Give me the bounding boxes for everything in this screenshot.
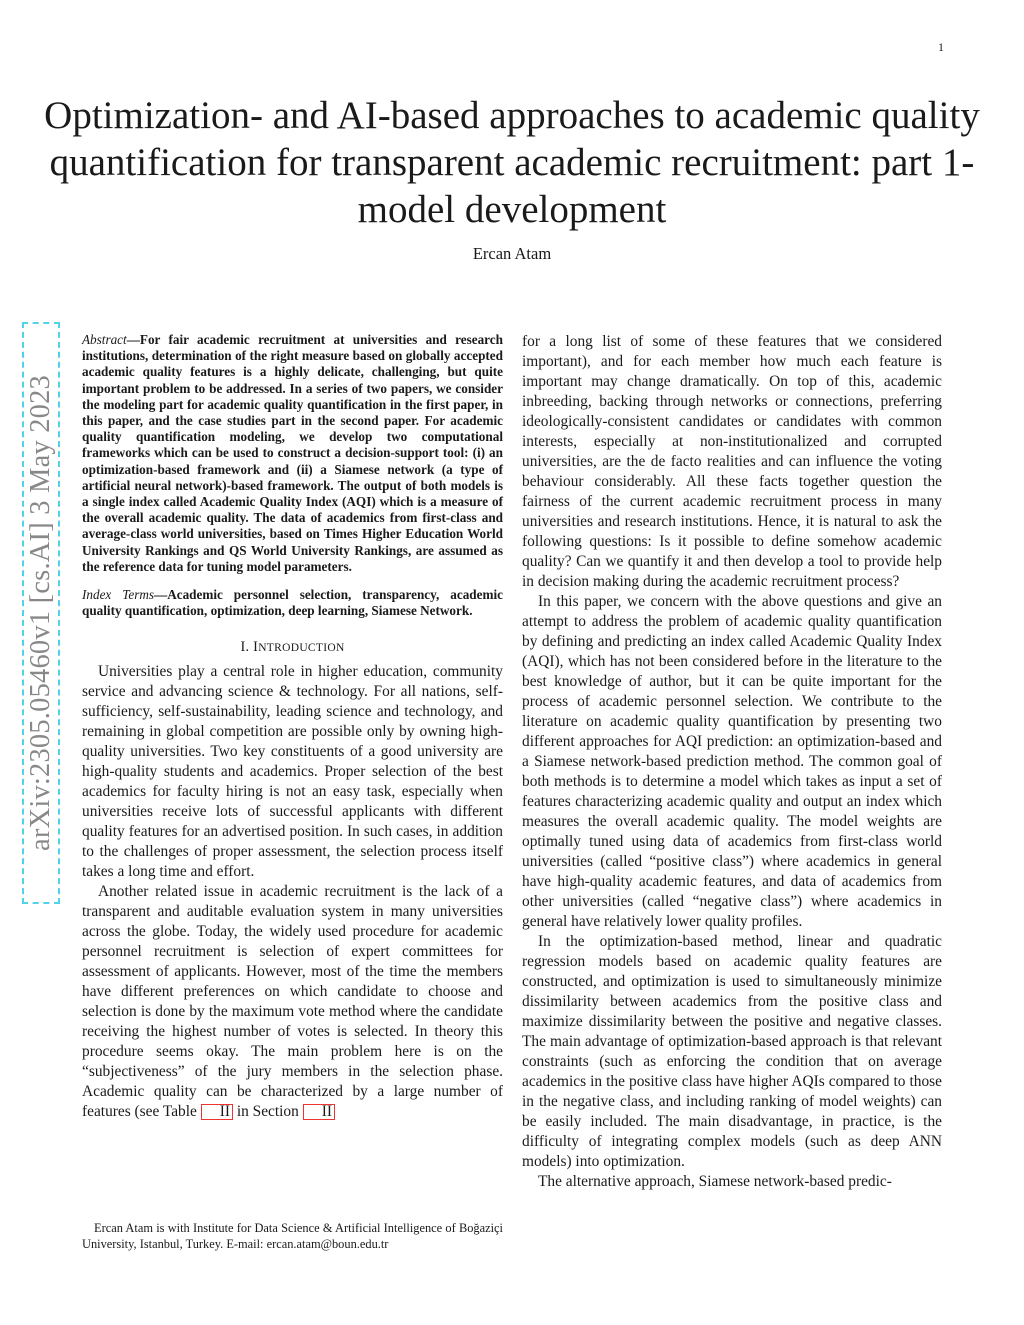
author-name: Ercan Atam: [472, 244, 552, 263]
right-paragraph-4: The alternative approach, Siamese network-based predic-: [538, 1173, 892, 1190]
abstract-label: Abstract: [82, 332, 127, 347]
page-number: 1: [938, 40, 944, 54]
left-column: [82, 332, 503, 1122]
intro-paragraph-2-text: Another related issue in academic recruitment is the lack of a transparent and auditable evaluation system in many universities across the globe. Today, the widely used procedure for academic personnel recruitment is selection of expert committees for assessment of applicants. However, most of the time the members have different preferences on which candidate to choose and selection is done by the maximum vote method where the candidate receiving the highest number of votes is selected. In theory this procedure seems okay. The main problem here is on the “subjectiveness” of the jury members in the selection phase. Academic quality can be characterized by a large number of features (see Table: [82, 883, 503, 1121]
arxiv-stamp[interactable]: [22, 322, 60, 904]
author-footnote: Ercan Atam is with Institute for Data Science & Artificial Intelligence of Boğaziçi University, Istanbul, Turkey. E-mail: ercan.atam@boun.edu.tr: [82, 1221, 503, 1251]
arxiv-identifier: arXiv:2305.05460v1 [cs.AI] 3 May 2023: [25, 375, 56, 851]
right-paragraph-1: for a long list of some of these features that we considered important), and for each member how much each feature is important may change dramatically. On top of this, academic inbreeding, backing through networks or connections, preferring ideologically-consistent candidates or candidates with common interests, especially at non-institutionalized and corrupted universities, are the de facto realities and can influence the voting behaviour considerably. All these facts together question the fairness of the current academic recruitment process in many universities and research institutions. Hence, it is natural to ask the following questions: Is it possible to define somehow academic quality? Can we quantify it and then develop a tool to provide help in decision making during the academic recruitment process?: [522, 333, 942, 590]
right-paragraph-3: In the optimization-based method, linear and quadratic regression models based on academic quality features are constructed, and optimization is used to simultaneously minimize dissimilarity between academics from the positive class and maximize dissimilarity between the positive and negative classes. The main advantage of optimization-based approach is that relevant constraints (such as enforcing the condition that on average academics in the positive class have higher AQIs compared to those in the negative class, and including ranking of model weights) can be easily included. The main disadvantage, in practice, is the difficulty of integrating complex models (such as deep ANN models) into optimization.: [522, 933, 942, 1170]
abstract: [82, 332, 503, 575]
intro-paragraph-1: Universities play a central role in higher education, community service and advancing science & technology. For all nations, self-sufficiency, self-sustainability, leading science and technology, and remaining in global competition are possible only by owning high-quality universities. Two key constituents of a good university are high-quality students and academics. Proper selection of the best academics for faculty hiring is not an easy task, especially when universities receive lots of successful applicants with different quality features for an advertised position. In such cases, in addition to the challenges of proper assessment, the selection process itself takes a long time and effort.: [82, 663, 503, 881]
section-word: in Section: [236, 1103, 299, 1121]
right-column: [522, 332, 942, 1192]
section-number: I.: [240, 639, 250, 656]
index-terms: [82, 587, 503, 619]
section-title-rest: NTRODUCTION: [258, 642, 345, 655]
table-reference-link[interactable]: II: [201, 1104, 233, 1120]
intro-paragraph-2: [82, 882, 503, 1122]
section-heading: [82, 639, 503, 656]
paper-title: Optimization- and AI-based approaches to academic quality quantification for transparent academic recruitment: part 1-model development: [44, 94, 980, 231]
abstract-text: —For fair academic recruitment at universities and research institutions, determination of the right measure based on globally accepted academic quality features is a highly delicate, challenging, but quite important problem to be addressed. In a series of two papers, we consider the modeling part for academic quality quantification in the first paper, in this paper, and the case studies part in the second paper. For academic quality quantification modeling, we develop two computational frameworks which can be used to construct a decision-support tool: (i) an optimization-based framework and (ii) a Siamese network (a type of artificial neural network)-based framework. The output of both models is a single index called Academic Quality Index (AQI) which is a measure of the overall academic quality. The data of academics from first-class and average-class world universities, based on Times Higher Education World University Rankings and QS World University Rankings, are assumed as the reference data for tuning model parameters.: [82, 332, 503, 574]
section-reference-link[interactable]: II: [303, 1104, 335, 1120]
right-paragraph-2: In this paper, we concern with the above questions and give an attempt to address the problem of academic quality quantification by defining and predicting an index called Academic Quality Index (AQI), which has not been considered before in the literature to the best knowledge of author, but it can be quite important for the process of academic personnel selection. We contribute to the literature on academic quality quantification by presenting two different approaches for AQI prediction: an optimization-based and a Siamese network-based prediction method. The common goal of both methods is to determine a model which takes as input a set of features characterizing academic quality and output an index which measures the overall academic quality. The model weights are optimally tuned using data of academics from first-class world universities (called “positive class”) where academics in general have high-quality academic features, and data of academics from other universities (called “negative class”) where academics in general have relatively lower quality profiles.: [522, 593, 942, 930]
index-terms-label: Index Terms: [82, 587, 154, 603]
section-initial: I: [253, 639, 259, 656]
index-terms-text: —Academic personnel selection, transparency, academic quality quantification, optimization, deep learning, Siamese Network.: [82, 587, 503, 619]
